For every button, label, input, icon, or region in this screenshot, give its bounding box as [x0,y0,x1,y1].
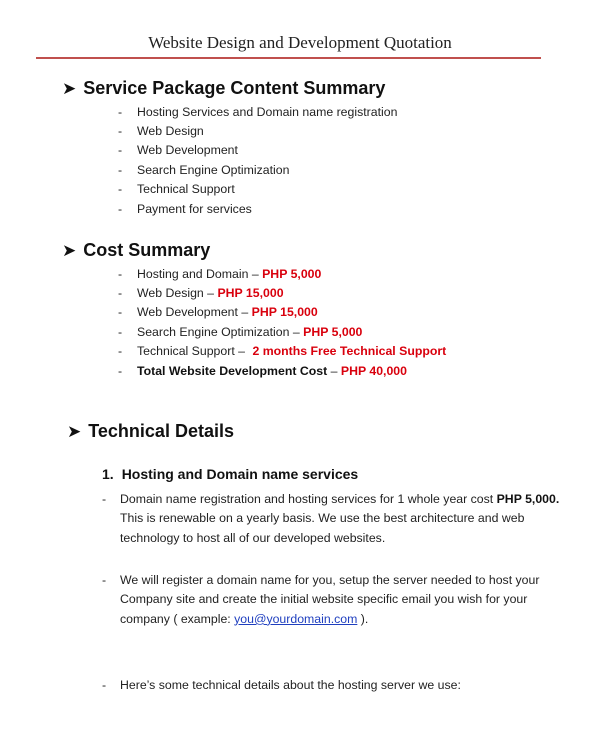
hosting-paragraph: - Domain name registration and hosting services for 1 whole year cost PHP 5,000. This is renewable on a yearly basis. We use the best architecture and web technology to host all of our developed websites. [102,492,560,545]
cost-value: PHP 5,000 [262,266,322,281]
cost-item: - Technical Support – 2 months Free Technical Support [118,344,447,359]
hosting-subheading: 1. Hosting and Domain name services [102,466,359,482]
cost-value: PHP 5,000 [303,324,363,339]
service-package-list [118,102,397,218]
list-item: - Web Design [118,124,204,139]
server-details-paragraph: - Here’s some technical details about the hosting server we use: [102,678,461,692]
arrow-bullet-icon: ➤ [62,78,77,98]
list-item: - Web Development [118,143,238,158]
cost-item: - Web Design – PHP 15,000 [118,286,284,301]
list-item: - Hosting Services and Domain name registration [118,104,398,119]
technical-details-heading-text: Technical Details [88,421,234,441]
list-item: - Technical Support [118,182,235,197]
arrow-bullet-icon: ➤ [62,240,77,260]
cost-item: - Hosting and Domain – PHP 5,000 [118,266,322,281]
technical-details-heading [67,421,234,442]
title-underline [36,57,541,59]
arrow-bullet-icon: ➤ [67,421,82,441]
cost-summary-heading [62,240,210,261]
cost-summary-list [118,264,446,380]
cost-value: PHP 15,000 [251,305,318,320]
document-title: Website Design and Development Quotation [148,33,452,52]
total-cost-value: PHP 40,000 [340,363,407,378]
cost-item: - Web Development – PHP 15,000 [118,305,318,320]
cost-value: PHP 15,000 [217,286,284,301]
example-email-link[interactable]: you@yourdomain.com [234,611,358,626]
list-item: - Payment for services [118,201,252,216]
cost-total-item: - Total Website Development Cost – PHP 40,000 [118,363,407,378]
cost-value: 2 months Free Technical Support [252,344,447,359]
service-package-heading-text: Service Package Content Summary [83,78,386,98]
cost-item: - Search Engine Optimization – PHP 5,000 [118,324,363,339]
cost-summary-heading-text: Cost Summary [83,240,211,260]
domain-paragraph: - We will register a domain name for you, setup the server needed to host your Company site and create the initial website specific email you wish for your company ( example: you@yourdomain.com ). [102,573,540,626]
service-package-heading [62,78,385,99]
list-item: - Search Engine Optimization [118,162,290,177]
